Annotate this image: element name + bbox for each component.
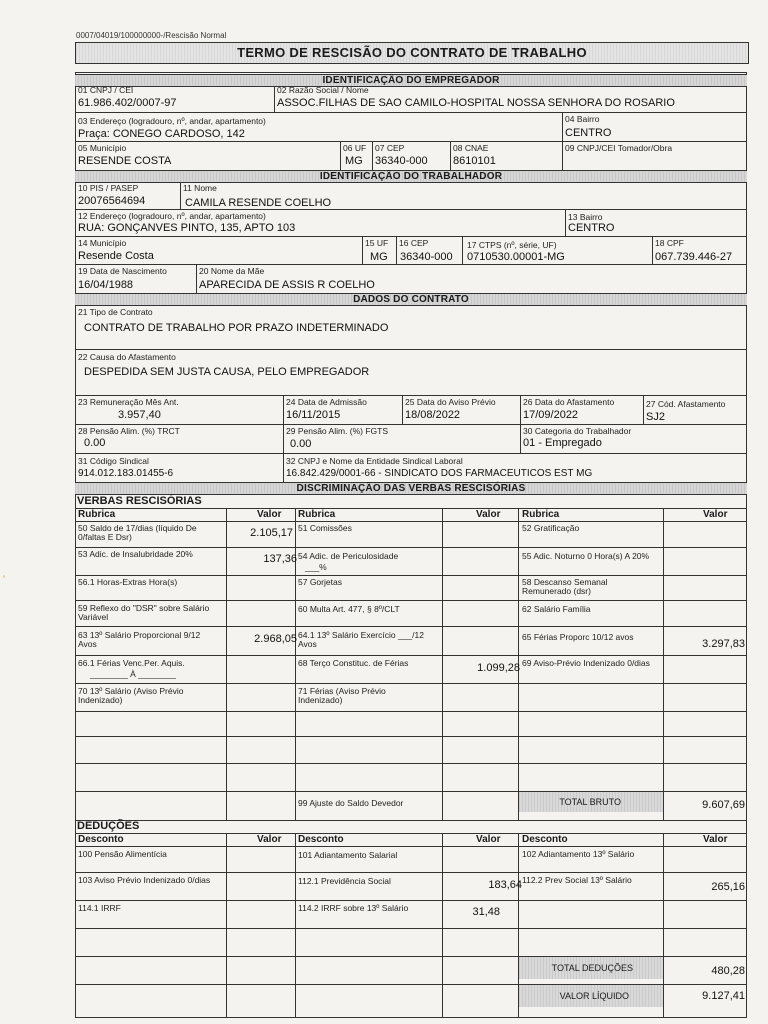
rubrica-52: 52 Gratificação [522, 523, 580, 533]
value-data-afastamento: 17/09/2022 [523, 409, 579, 421]
scan-mark-icon: ‘ [3, 574, 6, 585]
total-bruto-value: 9.607,69 [702, 799, 745, 811]
total-deducoes-value: 480,28 [711, 965, 745, 977]
label-nome-mae: 20 Nome da Mãe [199, 266, 265, 276]
rubrica-62: 62 Salário Família [522, 604, 591, 614]
label-entidade-sindical: 32 CNPJ e Nome da Entidade Sindical Laboral [286, 456, 463, 466]
label-bairro-empregador: 04 Bairro [565, 114, 600, 124]
label-cnpj: 01 CNPJ / CEI [78, 85, 134, 95]
col-desconto-1: Desconto [78, 834, 124, 845]
col-rubrica-3: Rubrica [522, 509, 560, 520]
value-cpf: 067.739.446-27 [655, 251, 733, 263]
section-empregador: IDENTIFICAÇÃO DO EMPREGADOR [75, 74, 747, 87]
value-bairro-trabalhador: CENTRO [568, 222, 615, 234]
label-cod-afastamento: 27 Cód. Afastamento [646, 399, 726, 409]
col-ded-valor-3: Valor [703, 834, 728, 845]
rubrica-54: 54 Adic. de Periculosidade [298, 551, 399, 561]
col-ded-valor-2: Valor [476, 834, 501, 845]
valor-liquido-value: 9.127,41 [702, 990, 745, 1002]
label-pensao-trct: 28 Pensão Alim. (%) TRCT [78, 426, 180, 436]
label-data-admissao: 24 Data de Admissão [286, 397, 367, 407]
valor-50: 2.105,17 [250, 527, 293, 539]
rubrica-55: 55 Adic. Noturno 0 Hora(s) A 20% [522, 551, 650, 561]
label-cpf: 18 CPF [655, 238, 684, 248]
label-municipio-empregador: 05 Município [78, 143, 127, 153]
total-deducoes-label-cell [519, 957, 663, 979]
col-desconto-3: Desconto [522, 834, 568, 845]
rubrica-51: 51 Comissões [298, 523, 352, 533]
value-cod-afastamento: SJ2 [646, 411, 665, 423]
value-data-admissao: 16/11/2015 [286, 409, 341, 421]
value-cnpj: 61.986.402/0007-97 [78, 97, 177, 109]
rubrica-66-periodo: ________ À ________ [90, 669, 177, 679]
section-discriminacao: DISCRIMINAÇÃO DAS VERBAS RESCISÓRIAS [75, 482, 747, 495]
value-endereco-trabalhador: RUA: GONÇANVES PINTO, 135, APTO 103 [78, 222, 296, 234]
desconto-101: 101 Adiantamento Salarial [298, 850, 398, 860]
rubrica-66: 66.1 Férias Venc.Per. Aquis. [78, 658, 185, 668]
col-ded-valor-1: Valor [257, 834, 282, 845]
col-valor-3: Valor [703, 509, 728, 520]
col-valor-1: Valor [257, 509, 282, 520]
value-pensao-trct: 0.00 [84, 437, 106, 449]
label-data-aviso: 25 Data do Aviso Prévio [405, 397, 496, 407]
value-data-aviso: 18/08/2022 [405, 409, 461, 421]
rubrica-56: 56.1 Horas-Extras Hora(s) [78, 577, 178, 587]
rubrica-63: 63 13º Salário Proporcional 9/12 Avos [78, 630, 201, 649]
value-codigo-sindical: 914.012.183.01455-6 [78, 468, 174, 479]
desconto-112-2: 112.2 Prev Social 13º Salário [522, 875, 632, 885]
label-cep-trabalhador: 16 CEP [399, 238, 429, 248]
label-razao-social: 02 Razão Social / Nome [277, 85, 369, 95]
value-municipio-empregador: RESENDE COSTA [78, 155, 172, 167]
valor-65: 3.297,83 [702, 638, 745, 650]
document-title [75, 42, 749, 64]
label-endereco-empregador: 03 Endereço (logradouro, nº, andar, apartamento) [78, 116, 266, 126]
rubrica-53: 53 Adic. de Insalubridade 20% [78, 549, 193, 559]
rubrica-54-percent: ___% [305, 562, 327, 572]
desconto-100: 100 Pensão Alimentícia [78, 849, 167, 859]
verbas-heading: VERBAS RESCISÓRIAS [77, 495, 202, 507]
col-valor-2: Valor [476, 509, 501, 520]
rubrica-65: 65 Férias Proporc 10/12 avos [522, 632, 634, 642]
label-pis: 10 PIS / PASEP [78, 183, 139, 193]
value-nome-mae: APARECIDA DE ASSIS R COELHO [199, 279, 375, 291]
rubrica-64: 64.1 13º Salário Exercício ___/12 Avos [298, 630, 424, 649]
desconto-112-1: 112.1 Previdência Social [298, 876, 391, 886]
rubrica-70: 70 13º Salário (Aviso Prévio Indenizado) [78, 686, 184, 705]
value-uf-trabalhador: MG [370, 251, 388, 263]
label-data-nascimento: 19 Data de Nascimento [78, 266, 167, 276]
rubrica-68: 68 Terço Constituc. de Férias [298, 658, 409, 668]
valor-liquido-label: VALOR LÍQUIDO [559, 991, 629, 1001]
label-municipio-trabalhador: 14 Município [78, 238, 127, 248]
col-rubrica-1: Rubrica [78, 509, 116, 520]
label-uf-trabalhador: 15 UF [365, 238, 389, 248]
label-remuneracao: 23 Remuneração Mês Ant. [78, 397, 179, 407]
value-endereco-empregador: Praça: CONEGO CARDOSO, 142 [78, 128, 245, 140]
value-nome: CAMILA RESENDE COELHO [185, 197, 332, 209]
label-pensao-fgts: 29 Pensão Alim. (%) FGTS [286, 426, 389, 436]
section-trabalhador: IDENTIFICAÇÃO DO TRABALHADOR [75, 170, 747, 183]
label-categoria: 30 Categoria do Trabalhador [523, 426, 632, 436]
label-data-afastamento: 26 Data do Afastamento [523, 397, 615, 407]
value-data-nascimento: 16/04/1988 [78, 279, 134, 291]
value-bairro-empregador: CENTRO [565, 127, 612, 139]
value-cep-empregador: 36340-000 [375, 155, 428, 167]
value-pis: 20076564694 [78, 195, 146, 207]
value-tipo-contrato: CONTRATO DE TRABALHO POR PRAZO INDETERMINADO [84, 322, 389, 334]
value-entidade-sindical: 16.842.429/0001-66 - SINDICATO DOS FARMACEUTICOS EST MG [286, 468, 593, 479]
rubrica-50: 50 Saldo de 17/dias (líquido De 0/faltas E Dsr) [78, 523, 197, 542]
label-nome: 11 Nome [183, 183, 217, 193]
label-cnae: 08 CNAE [453, 143, 489, 153]
rubrica-69: 69 Aviso-Prévio Indenizado 0/dias [522, 658, 650, 668]
rubrica-71: 71 Férias (Aviso Prévio Indenizado) [298, 686, 386, 705]
valor-68: 1.099,28 [477, 662, 520, 674]
desconto-114-1: 114.1 IRRF [78, 903, 121, 913]
label-tipo-contrato: 21 Tipo de Contrato [78, 307, 153, 317]
label-codigo-sindical: 31 Código Sindical [78, 456, 149, 466]
value-remuneracao: 3.957,40 [118, 409, 161, 421]
value-pensao-fgts: 0.00 [290, 438, 312, 450]
col-desconto-2: Desconto [298, 834, 344, 845]
rubrica-99: 99 Ajuste do Saldo Devedor [298, 798, 404, 808]
label-cnpj-tomador: 09 CNPJ/CEI Tomador/Obra [565, 143, 673, 153]
rubrica-57: 57 Gorjetas [298, 577, 342, 587]
total-bruto-label-cell [519, 792, 663, 812]
deducoes-heading: DEDUÇÕES [77, 820, 140, 832]
valor-53: 137,36 [263, 553, 297, 565]
valor-liquido-label-cell [519, 985, 663, 1007]
rubrica-60: 60 Multa Art. 477, § 8º/CLT [298, 604, 400, 614]
total-deducoes-label: TOTAL DEDUÇÕES [551, 963, 633, 973]
rubrica-59: 59 Reflexo do "DSR" sobre Salário Variável [78, 603, 210, 622]
section-contrato: DADOS DO CONTRATO [75, 293, 747, 306]
valor-112-1: 183,64 [488, 879, 522, 891]
desconto-114-2: 114.2 IRRF sobre 13º Salário [298, 903, 409, 913]
total-bruto-label: TOTAL BRUTO [559, 797, 621, 807]
rubrica-58: 58 Descanso Semanal Remunerado (dsr) [522, 577, 608, 596]
desconto-102: 102 Adiantamento 13º Salário [522, 849, 635, 859]
valor-112-2: 265,16 [711, 881, 745, 893]
value-ctps: 0710530.00001-MG [467, 251, 565, 263]
value-categoria: 01 - Empregado [523, 437, 602, 449]
value-razao-social: ASSOC.FILHAS DE SAO CAMILO-HOSPITAL NOSSA SENHORA DO ROSARIO [277, 97, 675, 109]
value-municipio-trabalhador: Resende Costa [78, 250, 154, 262]
label-bairro-trabalhador: 13 Bairro [568, 212, 603, 222]
label-causa-afastamento: 22 Causa do Afastamento [78, 352, 176, 362]
valor-63: 2.968,05 [254, 633, 297, 645]
label-cep-empregador: 07 CEP [375, 143, 405, 153]
value-causa-afastamento: DESPEDIDA SEM JUSTA CAUSA, PELO EMPREGADOR [84, 366, 370, 378]
valor-114-2: 31,48 [472, 906, 500, 918]
value-cnae: 8610101 [453, 155, 496, 167]
desconto-103: 103 Aviso Prévio Indenizado 0/dias [78, 875, 211, 885]
col-rubrica-2: Rubrica [298, 509, 336, 520]
label-ctps: 17 CTPS (nº, série, UF) [467, 240, 557, 250]
title-text: TERMO DE RESCISÃO DO CONTRATO DE TRABALHO [237, 45, 587, 60]
value-uf-empregador: MG [345, 155, 363, 167]
label-endereco-trabalhador: 12 Endereço (logradouro, nº, andar, apartamento) [78, 211, 266, 221]
label-uf-empregador: 06 UF [343, 143, 367, 153]
value-cep-trabalhador: 36340-000 [400, 251, 453, 263]
document-reference: 0007/04019/100000000-/Rescisão Normal [76, 31, 227, 40]
